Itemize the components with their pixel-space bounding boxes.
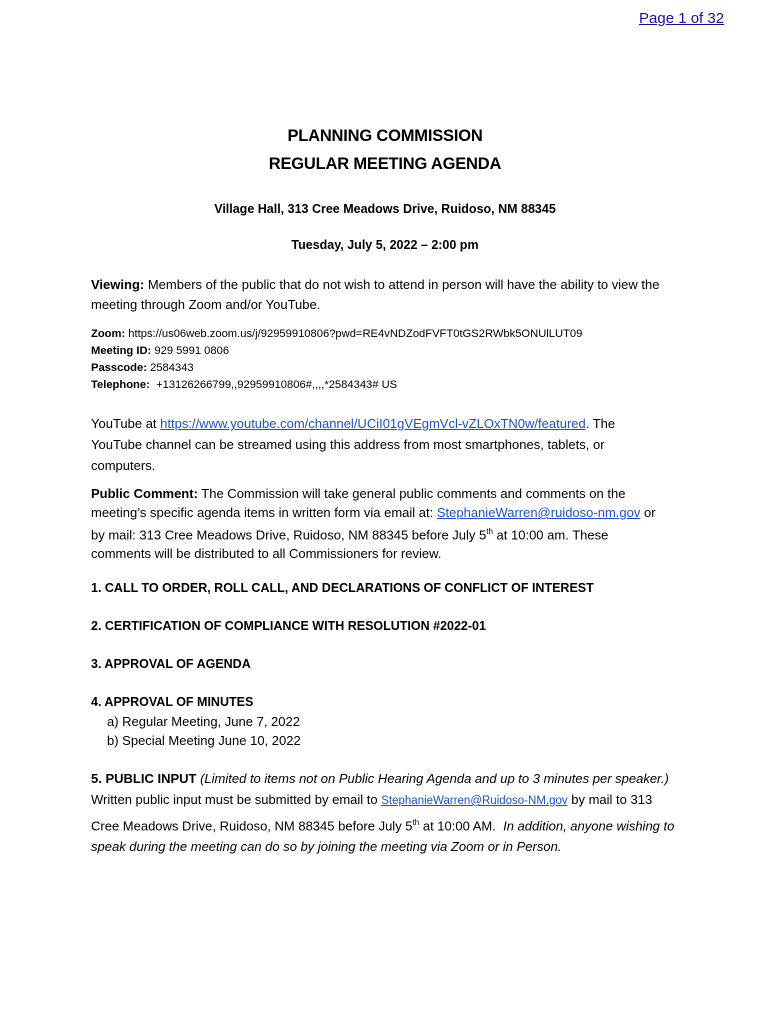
public-input-label: 5. PUBLIC INPUT	[91, 771, 197, 786]
public-input-text: Written public input must be submitted by email to	[91, 792, 378, 807]
viewing-paragraph	[91, 275, 671, 315]
youtube-suffix: . The YouTube channel can be streamed using this address from most smartphones, tablets, or computers.	[91, 416, 616, 473]
agenda-item-3: 3. APPROVAL OF AGENDA	[91, 657, 251, 671]
passcode-label: Passcode:	[91, 362, 147, 374]
zoom-url: https://us06web.zoom.us/j/92959910806?pwd=RE4vNDZodFVFT0tGS2RWbk5ONUlLUT09	[128, 328, 583, 340]
agenda-item-1: 1. CALL TO ORDER, ROLL CALL, AND DECLARATIONS OF CONFLICT OF INTEREST	[91, 581, 594, 595]
public-comment-sup: th	[486, 527, 493, 536]
youtube-prefix: YouTube at	[91, 416, 161, 431]
telephone-label: Telephone:	[91, 379, 150, 391]
passcode-line	[91, 360, 671, 377]
document-title: PLANNING COMMISSION	[287, 127, 483, 145]
agenda-item-2: 2. CERTIFICATION OF COMPLIANCE WITH RESOLUTION #2022-01	[91, 619, 486, 633]
public-input-sup: th	[412, 818, 420, 827]
zoom-details	[91, 326, 671, 394]
viewing-label: Viewing:	[91, 277, 145, 292]
agenda-item-5	[91, 768, 681, 857]
agenda-item-4: 4. APPROVAL OF MINUTES	[91, 695, 254, 709]
telephone-value: +13126266799,,92959910806#,,,,*2584343# US	[156, 379, 398, 391]
meeting-id-value: 929 5991 0806	[154, 345, 230, 357]
agenda-item-4b: b) Special Meeting June 10, 2022	[107, 733, 301, 748]
zoom-label: Zoom:	[91, 328, 126, 340]
public-comment-text-2: or by mail: 313 Cree Meadows Drive, Ruidoso, NM 88345 before July 5	[91, 505, 656, 543]
page-indicator-link[interactable]: Page 1 of 32	[639, 10, 725, 27]
public-comment-paragraph	[91, 484, 671, 563]
zoom-line	[91, 326, 671, 343]
public-input-limit-note: (Limited to items not on Public Hearing Agenda and up to 3 minutes per speaker.)	[200, 771, 669, 786]
public-comment-label: Public Comment:	[91, 486, 198, 501]
public-input-email-link[interactable]: StephanieWarren@Ruidoso-NM.gov	[381, 795, 568, 807]
meeting-date: Tuesday, July 5, 2022 – 2:00 pm	[291, 238, 479, 252]
youtube-paragraph	[91, 413, 666, 476]
public-input-in-person-note: In addition, anyone wishing to speak during the meeting can do so by joining the meeting via Zoom or in Person.	[91, 818, 675, 855]
public-comment-email-link[interactable]: StephanieWarren@ruidoso-nm.gov	[436, 505, 641, 520]
meeting-address: Village Hall, 313 Cree Meadows Drive, Ruidoso, NM 88345	[214, 202, 556, 216]
passcode-value: 2584343	[150, 362, 194, 374]
agenda-item-4a: a) Regular Meeting, June 7, 2022	[107, 714, 300, 729]
document-subtitle: REGULAR MEETING AGENDA	[268, 155, 502, 173]
public-input-text-3: at 10:00 AM.	[422, 818, 496, 834]
public-input-text-2: by mail to 313 Cree Meadows Drive, Ruidoso, NM 88345 before July 5	[91, 792, 653, 834]
public-comment-text-3: at 10:00 am. These comments will be distributed to all Commissioners for review.	[91, 527, 609, 562]
youtube-link[interactable]: https://www.youtube.com/channel/UCiI01gVEgmVcl-vZLOxTN0w/featured	[160, 416, 586, 431]
telephone-line	[91, 377, 671, 394]
meeting-id-label: Meeting ID:	[91, 345, 152, 357]
viewing-text: Members of the public that do not wish to attend in person will have the ability to view the meeting through Zoom and/or YouTube.	[91, 277, 660, 312]
meeting-id-line	[91, 343, 671, 360]
public-comment-text: The Commission will take general public comments and comments on the meeting’s specific agenda items in written form via email at:	[91, 486, 626, 520]
